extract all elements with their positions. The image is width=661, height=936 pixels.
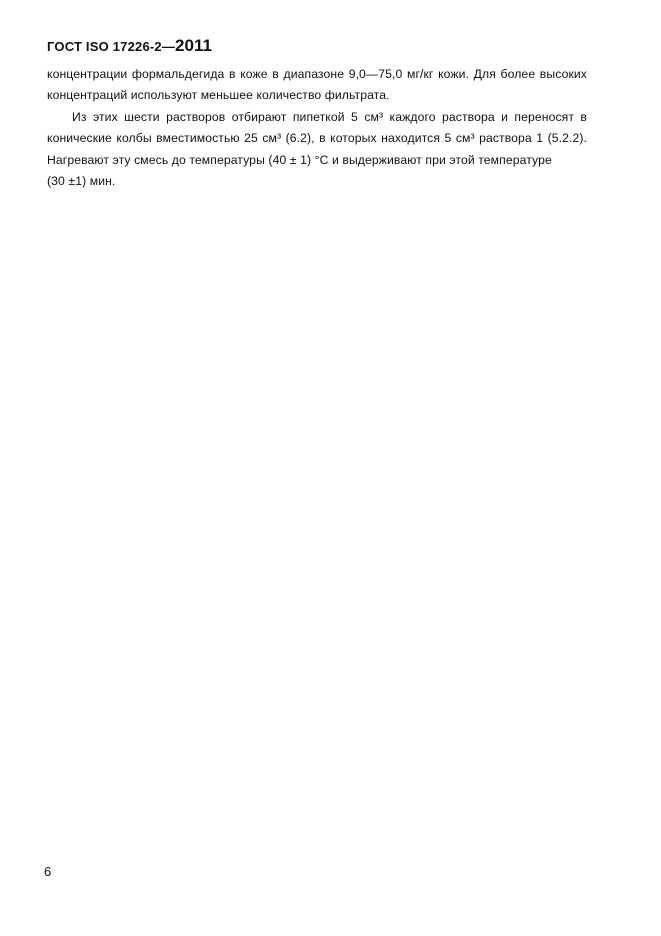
paragraph	[47, 64, 587, 107]
text-line: концентраций используют меньшее количество фильтрата.	[47, 88, 390, 103]
text-line: концентрации формальдегида в коже в диапазоне 9,0—75,0 мг/кг кожи. Для более высоких	[47, 67, 587, 81]
standard-year: 2011	[175, 36, 212, 55]
text-line: конические колбы вместимостью 25 см³ (6.2), в которых находится 5 см³ раствора 1 (5.2.2).	[47, 131, 587, 146]
text-line: Из этих шести растворов отбирают пипеткой 5 см³ каждого раствора и переносят в	[72, 109, 587, 124]
standard-designation: ГОСТ ISO 17226-2—	[47, 39, 176, 54]
text-line: Нагревают эту смесь до температуры (40 ± 1) °С и выдерживают при этой температуре	[47, 152, 552, 167]
text-line: (30 ±1) мин.	[47, 174, 116, 189]
running-header	[47, 37, 212, 55]
body-text	[47, 64, 587, 192]
paragraph	[47, 107, 587, 193]
page-number: 6	[44, 864, 52, 879]
